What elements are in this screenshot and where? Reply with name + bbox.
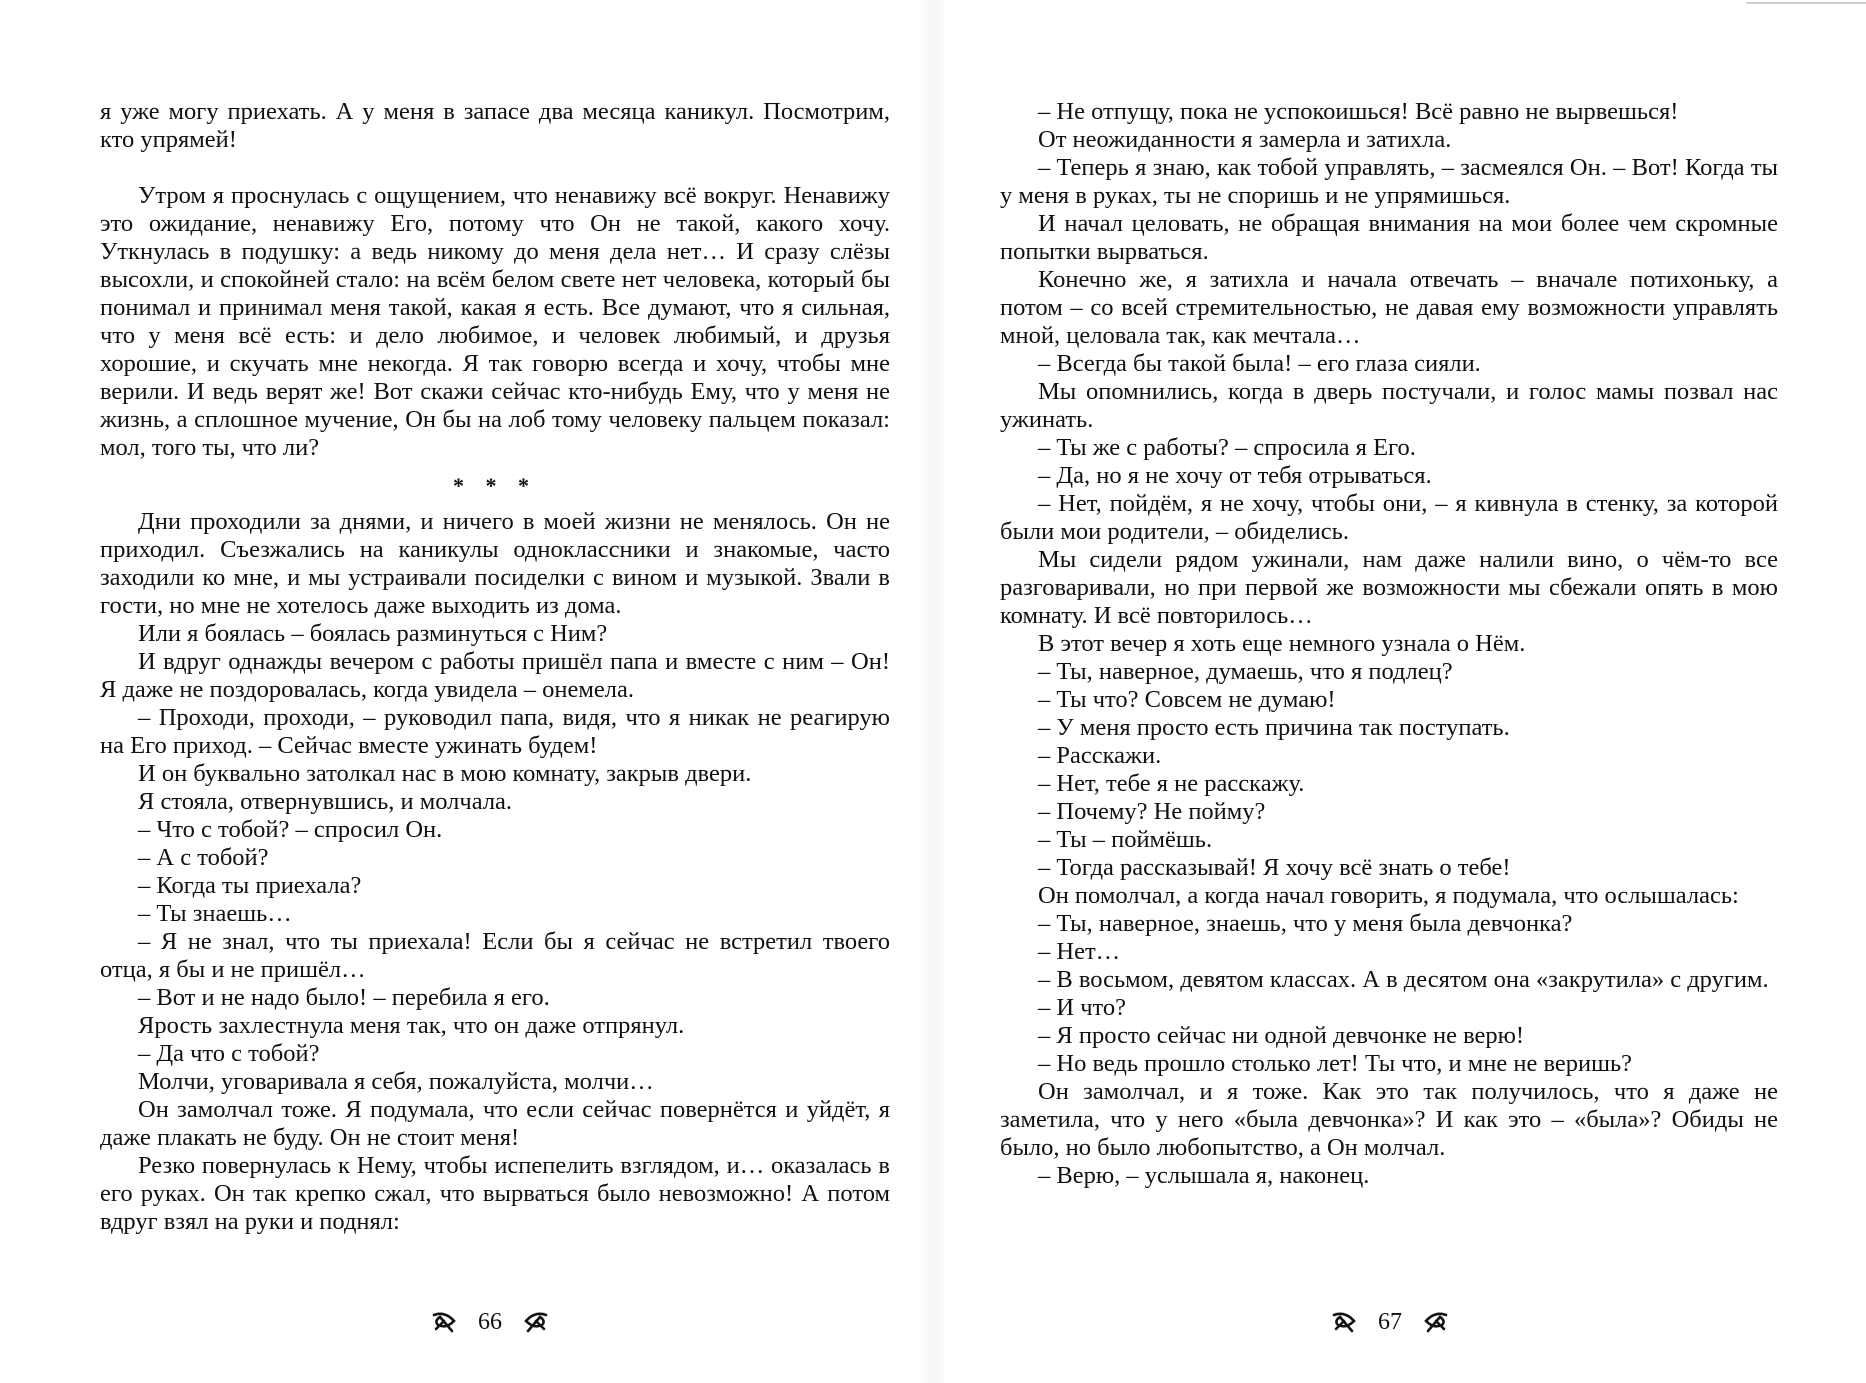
paragraph: – Почему? Не пойму? (1038, 798, 1266, 825)
paragraph: – Ты знаешь… (138, 900, 292, 927)
paragraph: – Верю, – услышала я, наконец. (1038, 1162, 1370, 1189)
paragraph: – Проходи, проходи, – руководил папа, видя, что я никак не реагирую на Его приход. – Сейчас вместе ужинать будем! (100, 704, 890, 759)
right-page (1000, 98, 1778, 1278)
knot-ornament-icon (520, 1307, 550, 1337)
paragraph: – Теперь я знаю, как тобой управлять, – засмеялся Он. – Вот! Когда ты у меня в руках, ты не споришь и не упрямишься. (1000, 154, 1778, 209)
page-number-left: 66 (478, 1308, 502, 1335)
left-folio (430, 1302, 550, 1342)
paragraph: – Да, но я не хочу от тебя отрываться. (1038, 462, 1432, 489)
knot-ornament-icon (430, 1307, 460, 1337)
paragraph: Ярость захлестнула меня так, что он даже отпрянул. (138, 1012, 685, 1039)
book-gutter (918, 0, 948, 1383)
right-folio (1330, 1302, 1450, 1342)
paragraph: – В восьмом, девятом классах. А в десятом она «закрутила» с другим. (1038, 966, 1769, 993)
page-number-right: 67 (1378, 1308, 1402, 1335)
paragraph: – Вот и не надо было! – перебила я его. (138, 984, 550, 1011)
paragraph: Мы сидели рядом ужинали, нам даже налили вино, о чём-то все разговаривали, но при первой же возможности мы сбежали опять в мою комнату. И всё повторилось… (1000, 546, 1778, 629)
paragraph: я уже могу приехать. А у меня в запасе два месяца каникул. Посмотрим, кто упрямей! (100, 98, 890, 153)
paragraph: – Но ведь прошло столько лет! Ты что, и мне не веришь? (1038, 1050, 1633, 1077)
paragraph: – Я просто сейчас ни одной девчонке не верю! (1038, 1022, 1525, 1049)
paragraph: – Не отпущу, пока не успокоишься! Всё равно не вырвешься! (1038, 98, 1679, 125)
paragraph: Конечно же, я затихла и начала отвечать – вначале потихоньку, а потом – со всей стремительностью, не давая ему возможности управлять мной, целовала так, как мечтала… (1000, 266, 1778, 349)
paragraph: И начал целовать, не обращая внимания на мои более чем скромные попытки вырваться. (1000, 210, 1778, 265)
paragraph: Он помолчал, а когда начал говорить, я подумала, что ослышалась: (1038, 882, 1739, 909)
knot-ornament-icon (1330, 1307, 1360, 1337)
paragraph: Дни проходили за днями, и ничего в моей жизни не менялось. Он не приходил. Съезжались на каникулы одноклассники и знакомые, часто заходили ко мне, и мы устраивали посиделки с вином и музыкой. Звали в гости, но мне не хотелось даже выходить из дома. (100, 508, 890, 619)
paragraph: – Нет… (1038, 938, 1121, 965)
paragraph: Или я боялась – боялась разминуться с Ним? (138, 620, 608, 647)
paragraph: – Я не знал, что ты приехала! Если бы я сейчас не встретил твоего отца, я бы и не пришёл… (100, 928, 890, 983)
paragraph: – Ты, наверное, знаешь, что у меня была девчонка? (1038, 910, 1573, 937)
paragraph: Он замолчал, и я тоже. Как это так получилось, что я даже не заметила, что у него «была девчонка»? И как это – «была»? Обиды не было, но было любопытство, а Он молчал. (1000, 1078, 1778, 1161)
paragraph: Молчи, уговаривала я себя, пожалуйста, молчи… (138, 1068, 654, 1095)
paragraph: – Тогда рассказывай! Я хочу всё знать о тебе! (1038, 854, 1511, 881)
left-page (100, 98, 890, 1278)
paragraph: Резко повернулась к Нему, чтобы испепелить взглядом, и… оказалась в его руках. Он так крепко сжал, что вырваться было невозможно! А потом вдруг взял на руки и поднял: (100, 1152, 890, 1235)
paragraph-gap (100, 154, 890, 182)
paragraph: – У меня просто есть причина так поступать. (1038, 714, 1510, 741)
paragraph: – Всегда бы такой была! – его глаза сияли. (1038, 350, 1481, 377)
paragraph: – Ты – поймёшь. (1038, 826, 1213, 853)
scan-edge-mark (1746, 2, 1866, 4)
paragraph: – Ты, наверное, думаешь, что я подлец? (1038, 658, 1453, 685)
paragraph: – Расскажи. (1038, 742, 1162, 769)
paragraph: – Нет, пойдём, я не хочу, чтобы они, – я кивнула в стенку, за которой были мои родители, – обиделись. (1000, 490, 1778, 545)
paragraph: – Что с тобой? – спросил Он. (138, 816, 443, 843)
paragraph: – Нет, тебе я не расскажу. (1038, 770, 1305, 797)
paragraph: И он буквально затолкал нас в мою комнату, закрыв двери. (138, 760, 752, 787)
paragraph: От неожиданности я замерла и затихла. (1038, 126, 1452, 153)
paragraph: – Да что с тобой? (138, 1040, 320, 1067)
knot-ornament-icon (1420, 1307, 1450, 1337)
paragraph: В этот вечер я хоть еще немного узнала о Нём. (1038, 630, 1526, 657)
paragraph: – И что? (1038, 994, 1127, 1021)
paragraph: – Ты же с работы? – спросила я Его. (1038, 434, 1416, 461)
paragraph: Он замолчал тоже. Я подумала, что если сейчас повернётся и уйдёт, я даже плакать не буду. Он не стоит меня! (100, 1096, 890, 1151)
paragraph: – Когда ты приехала? (138, 872, 362, 899)
paragraph: Я стояла, отвернувшись, и молчала. (138, 788, 513, 815)
section-break-asterisks: * * * (453, 473, 537, 498)
left-page-text (100, 98, 890, 1236)
paragraph: – А с тобой? (138, 844, 269, 871)
paragraph: Мы опомнились, когда в дверь постучали, и голос мамы позвал нас ужинать. (1000, 378, 1778, 433)
right-page-text (1000, 98, 1778, 1190)
paragraph: – Ты что? Совсем не думаю! (1038, 686, 1336, 713)
paragraph: И вдруг однажды вечером с работы пришёл папа и вместе с ним – Он! Я даже не поздоровалась, когда увидела – онемела. (100, 648, 890, 703)
paragraph: Утром я проснулась с ощущением, что ненавижу всё вокруг. Ненавижу это ожидание, ненавижу Его, потому что Он не такой, какого хочу. Уткнулась в подушку: а ведь никому до меня дела нет… И сразу слёзы высохли, и спокойней стало: на всём белом свете нет человека, который бы понимал и принимал меня такой, какая я есть. Все думают, что я сильная, что у меня всё есть: и дело любимое, и человек любимый, и друзья хорошие, и скучать мне некогда. Я так говорю всегда и хочу, чтобы мне верили. И ведь верят же! Вот скажи сейчас кто-нибудь Ему, что у меня не жизнь, а сплошное мучение, Он бы на лоб тому человеку пальцем показал: мол, того ты, что ли? (100, 182, 890, 461)
